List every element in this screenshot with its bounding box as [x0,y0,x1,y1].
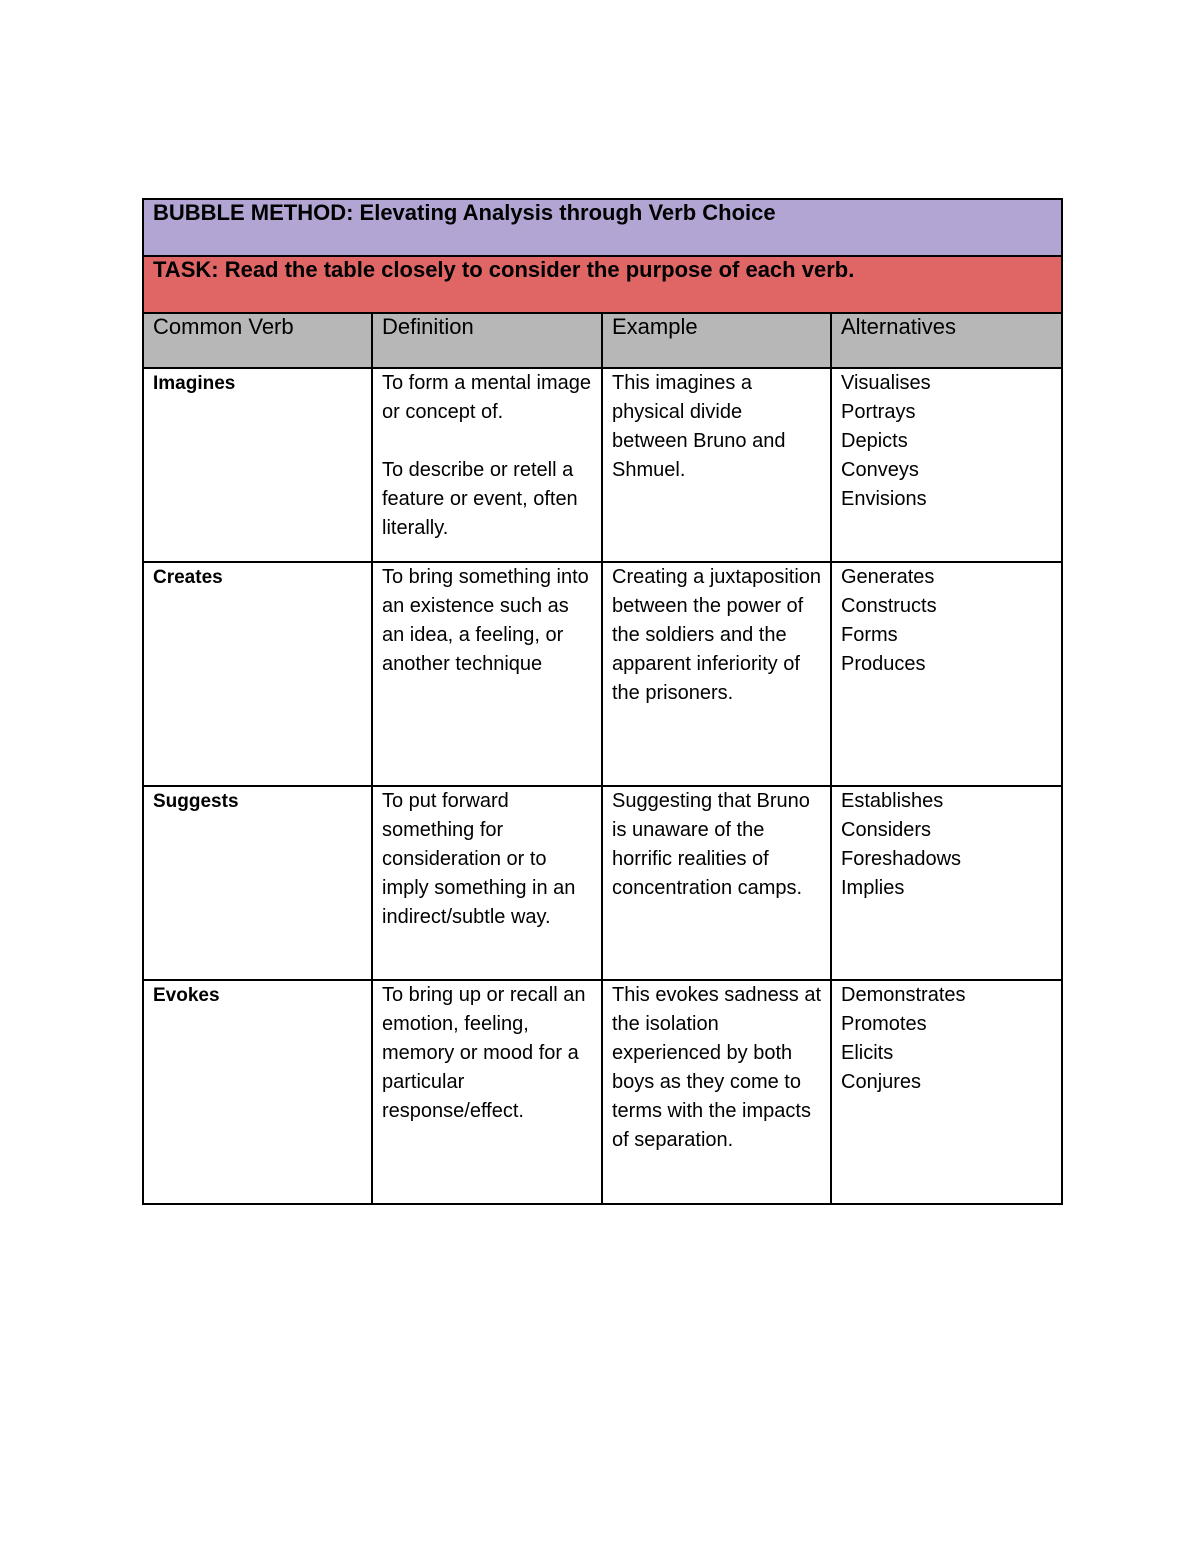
alternatives-cell [831,980,1062,1204]
example-cell: Suggesting that Bruno is unaware of the horrific realities of concentration camps. [602,786,831,980]
table-row [143,786,1062,980]
column-header-example: Example [602,313,831,368]
verb-cell: Creates [143,562,372,786]
alternatives-cell [831,786,1062,980]
alternative-item: Forms [841,624,898,646]
task-row [143,256,1062,313]
alternatives-cell [831,562,1062,786]
definition-text: To put forward something for consideration or to imply something in an indirect/subtle way. [382,790,576,928]
definition-text: To describe or retell a feature or event, often literally. [382,459,578,539]
column-header-definition: Definition [372,313,602,368]
alternative-item: Depicts [841,430,908,452]
alternative-item: Generates [841,566,935,588]
definition-cell [372,562,602,786]
column-header-common-verb: Common Verb [143,313,372,368]
alternative-item: Envisions [841,488,927,510]
alternative-item: Promotes [841,1013,927,1035]
column-header-alternatives: Alternatives [831,313,1062,368]
verb-cell: Imagines [143,368,372,562]
verb-cell: Suggests [143,786,372,980]
alternative-item: Constructs [841,595,937,617]
alternatives-cell [831,368,1062,562]
verb-cell: Evokes [143,980,372,1204]
alternative-item: Establishes [841,790,944,812]
alternative-item: Implies [841,877,905,899]
alternative-item: Conjures [841,1071,922,1093]
definition-text: To form a mental image or concept of. [382,372,591,423]
alternative-item: Portrays [841,401,916,423]
alternative-item: Demonstrates [841,984,966,1006]
definition-text: To bring something into an existence such as an idea, a feeling, or another technique [382,566,589,675]
table-title: BUBBLE METHOD: Elevating Analysis through Verb Choice [143,199,1062,256]
example-cell: This evokes sadness at the isolation experienced by both boys as they come to terms with the impacts of separation. [602,980,831,1204]
alternative-item: Visualises [841,372,931,394]
alternative-item: Produces [841,653,926,675]
task-instruction: TASK: Read the table closely to consider the purpose of each verb. [143,256,1062,313]
table-row [143,980,1062,1204]
verb-choice-table [142,198,1063,1205]
column-header-row [143,313,1062,368]
alternative-item: Foreshadows [841,848,962,870]
definition-cell [372,786,602,980]
definition-text: To bring up or recall an emotion, feeling, memory or mood for a particular response/effect. [382,984,586,1122]
alternative-item: Elicits [841,1042,894,1064]
alternative-item: Conveys [841,459,919,481]
alternative-item: Considers [841,819,932,841]
example-cell: Creating a juxtaposition between the power of the soldiers and the apparent inferiority of the prisoners. [602,562,831,786]
definition-cell [372,368,602,562]
definition-cell [372,980,602,1204]
table-row [143,562,1062,786]
title-row [143,199,1062,256]
table-row [143,368,1062,562]
example-cell: This imagines a physical divide between Bruno and Shmuel. [602,368,831,562]
